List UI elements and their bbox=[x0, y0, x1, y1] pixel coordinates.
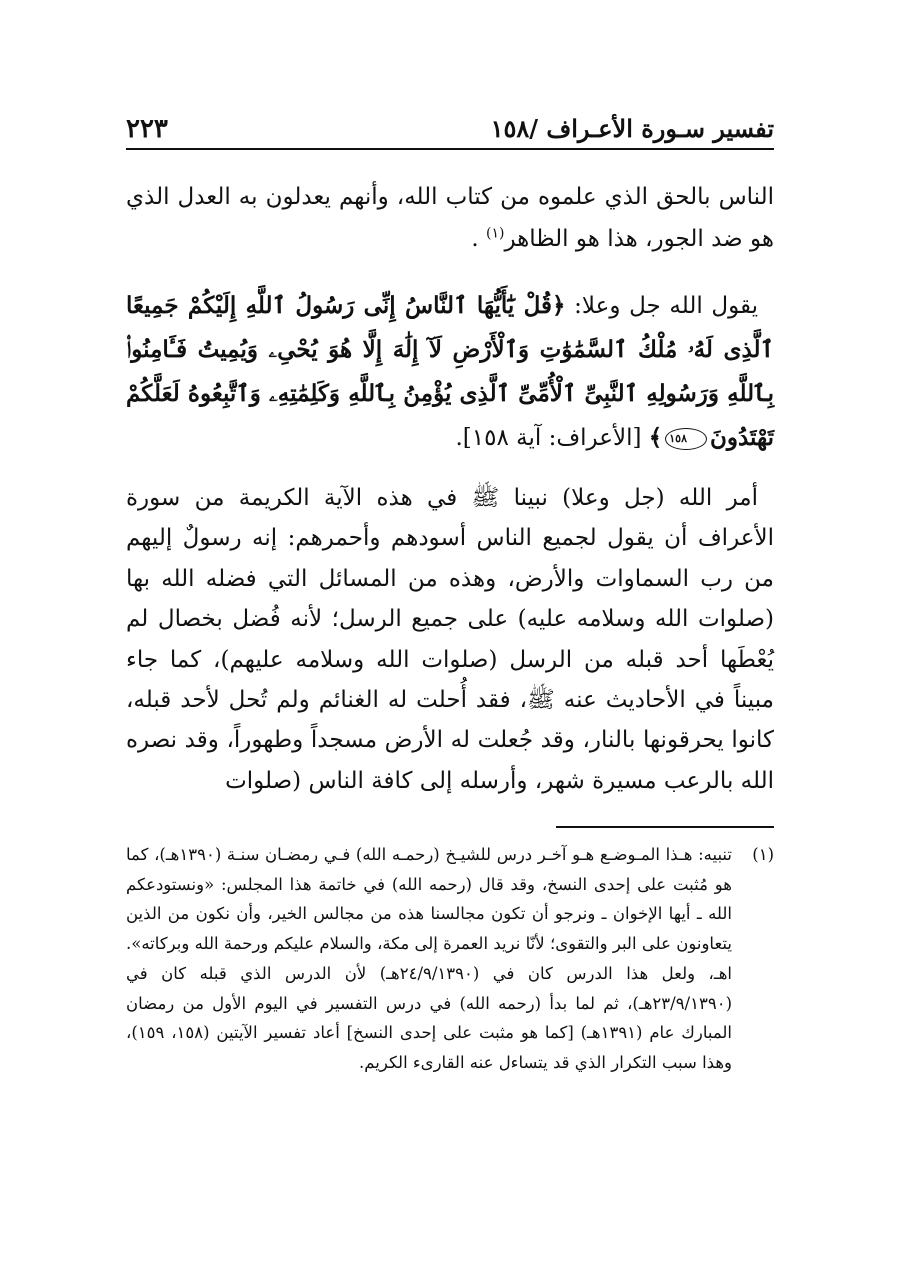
ayah-number-marker: ١٥٨ bbox=[665, 428, 707, 450]
footnote-separator bbox=[556, 826, 774, 828]
footnote-text: تنبيه: هـذا المـوضـع هـو آخـر درس للشيـخ (رحمـه الله) فـي رمضـان سنـة (١٣٩٠هـ)، كما هو مُثبت على إحدى النسخ، وقد قال (رحمه الله) في خاتمة هذا المجلس: «ونستودعكم الله ـ أيها الإخوان ـ ونرجو أن تكون مجالسنا هذه من مجالس الخير، وأن نكون من الذين يتعاونون على البر والتقوى؛ لأنّا نريد العمرة إلى مكة، والسلام عليكم ورحمة الله وبركاته». اهـ، ولعل هذا الدرس كان في (٢٤/٩/١٣٩٠هـ) لأن الدرس الذي قبله كان في (٢٣/٩/١٣٩٠هـ)، ثم لما بدأ (رحمه الله) في درس التفسير في اليوم الأول من رمضان المبارك عام (١٣٩١هـ) [كما هو مثبت على إحدى النسخ] أعاد تفسير الآيتين (١٥٨، ١٥٩)، وهذا سبب التكرار الذي قد يتساءل عنه القارىء الكريم. bbox=[126, 845, 733, 1072]
paragraph-1-end: . bbox=[471, 226, 486, 252]
page-number: ٢٢٣ bbox=[126, 114, 168, 144]
verse-paragraph bbox=[126, 284, 774, 460]
footnote-reference[interactable]: (١) bbox=[486, 225, 505, 242]
commentary-paragraph: أمر الله (جل وعلا) نبينا ﷺ في هذه الآية الكريمة من سورة الأعراف أن يقول لجميع الناس أسودهم وأحمرهم: إنه رسولٌ إليهم من رب السماوات والأرض، وهذه من المسائل التي فضله الله بها (صلوات الله وسلامه عليه) على جميع الرسل؛ لأنه فُضل بخصال لم يُعْطَها أحد قبله من الرسل (صلوات الله وسلامه عليهم)، كما جاء مبيناً في الأحاديث عنه ﷺ، فقد أُحلت له الغنائم ولم تُحل لأحد قبله، كانوا يحرقونها بالنار، وقد جُعلت له الأرض مسجداً وطهوراً، وقد نصره الله بالرعب مسيرة شهر، وأرسله إلى كافة الناس (صلوات bbox=[126, 485, 774, 794]
book-page bbox=[126, 0, 774, 1271]
footnote-marker: (١) bbox=[752, 845, 774, 864]
verse-intro: يقول الله جل وعلا: bbox=[565, 293, 759, 319]
quran-verse: ﴿قُلْ يَٰٓأَيُّهَا ٱلنَّاسُ إِنِّى رَسُولُ ٱللَّهِ إِلَيْكُمْ جَمِيعًا ٱلَّذِى لَهُۥ مُلْكُ ٱلسَّمَٰوَٰتِ وَٱلْأَرْضِ لَآ إِلَٰهَ إِلَّا هُوَ يُحْىِۦ وَيُمِيتُ فَـَٔامِنُوا۟ بِٱللَّهِ وَرَسُولِهِ ٱلنَّبِىِّ ٱلْأُمِّىِّ ٱلَّذِى يُؤْمِنُ بِٱللَّهِ وَكَلِمَٰتِهِۦ وَٱتَّبِعُوهُ لَعَلَّكُمْ تَهْتَدُونَ bbox=[126, 292, 774, 451]
paragraph-continuation bbox=[126, 176, 774, 260]
verse-close-bracket: ﴾ bbox=[648, 424, 663, 451]
verse-reference: [الأعراف: آية ١٥٨]. bbox=[455, 425, 649, 451]
paragraph-1-text: الناس بالحق الذي علموه من كتاب الله، وأنهم يعدلون به العدل الذي هو ضد الجور، هذا هو الظاهر bbox=[126, 184, 774, 252]
running-title: تفسير سـورة الأعـراف /١٥٨ bbox=[490, 114, 774, 143]
footnote bbox=[126, 840, 774, 1078]
page-header bbox=[126, 112, 774, 150]
